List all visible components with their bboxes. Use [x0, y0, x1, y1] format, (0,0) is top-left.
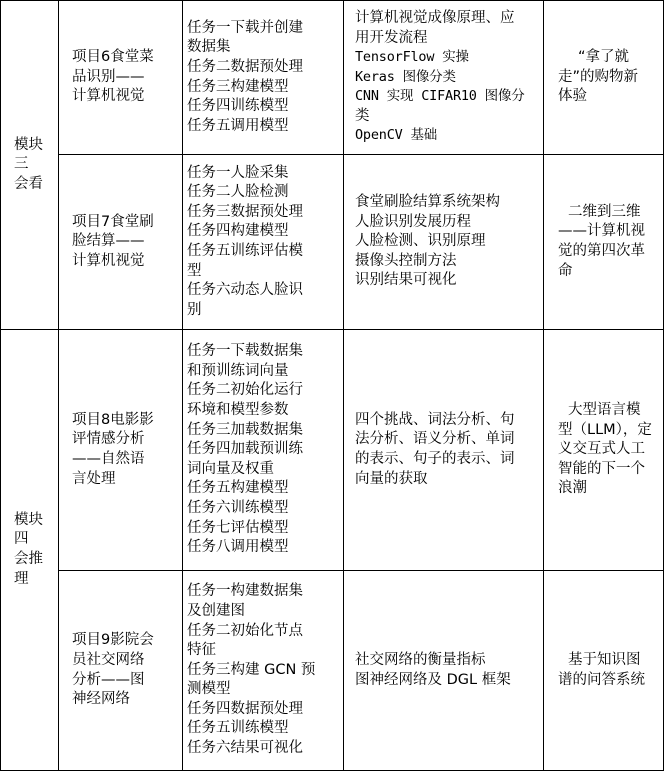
tasks-cell: [183, 155, 344, 330]
task-line: 任务三加载数据集: [187, 421, 303, 438]
project-cell: [59, 330, 183, 571]
content-line: 食堂刷脸结算系统架构: [355, 194, 500, 211]
project-cell: [59, 1, 183, 155]
extension-line: 义交互式人工: [558, 441, 645, 458]
extension-cell: [544, 155, 664, 330]
task-line: 任务三数据预处理: [187, 203, 303, 220]
content-line: 人脸识别发展历程: [355, 213, 471, 230]
content-line: 摄像头控制方法: [355, 252, 457, 269]
task-line: 任务三构建模型: [187, 78, 289, 95]
task-line: 测模型: [187, 681, 231, 698]
task-line: 任务五构建模型: [187, 480, 289, 497]
project-title-line: 言处理: [72, 470, 116, 487]
project-title-line: 项目7食堂刷: [72, 213, 154, 230]
project-title-line: 项目6食堂菜: [72, 49, 154, 66]
task-line: 任务六动态人脸识: [187, 282, 303, 299]
extension-cell: [544, 1, 664, 155]
project-title-line: 评情感分析: [72, 431, 145, 448]
extension-line: 谱的问答系统: [558, 671, 645, 688]
task-line: 别: [187, 301, 202, 318]
content-line: 四个挑战、词法分析、句: [355, 411, 515, 428]
project-title-line: 脸结算——: [72, 233, 145, 250]
tasks-cell: [183, 1, 344, 155]
task-line: 数据集: [187, 39, 231, 56]
content-line: 人脸检测、识别原理: [355, 233, 486, 250]
content-line: 的表示、句子的表示、词: [355, 451, 515, 467]
task-line: 任务四数据预处理: [187, 700, 303, 717]
extension-line: 大型语言模: [568, 402, 641, 419]
content-line: Keras 图像分类: [355, 68, 456, 85]
task-line: 任务二数据预处理: [187, 58, 303, 75]
project-cell: [59, 155, 183, 330]
task-line: 词向量及权重: [187, 460, 274, 477]
task-line: 任务二初始化运行: [187, 382, 303, 399]
extension-line: 二维到三维: [568, 203, 641, 220]
content-line: TensorFlow 实操: [355, 49, 469, 66]
task-line: 任务二人脸检测: [187, 184, 289, 201]
task-line: 任务五训练模型: [187, 720, 289, 737]
task-line: 任务一人脸采集: [187, 164, 289, 181]
project-title-line: 计算机视觉: [72, 252, 145, 269]
project-title-line: ——自然语: [72, 451, 145, 467]
extension-cell: [544, 571, 664, 771]
content-line: 社交网络的衡量指标: [355, 651, 486, 668]
content-line: OpenCV 基础: [355, 127, 438, 144]
table-row: [1, 155, 664, 330]
module-name-line: 会推: [14, 551, 43, 567]
task-line: 环境和模型参数: [187, 402, 289, 419]
extension-line: 命: [558, 262, 573, 279]
module-name-line: 四: [14, 531, 29, 548]
module-name-line: 模块: [14, 136, 43, 153]
task-line: 任务四构建模型: [187, 223, 289, 240]
task-line: 型: [187, 262, 202, 279]
content-line: CNN 实现 CIFAR10 图像分: [355, 88, 525, 105]
extension-line: 体验: [558, 88, 587, 105]
extension-line: 浪潮: [558, 480, 587, 497]
task-line: 任务六训练模型: [187, 499, 289, 516]
project-title-line: 计算机视觉: [72, 88, 145, 105]
tasks-cell: [183, 330, 344, 571]
content-cell: [344, 1, 544, 155]
tasks-cell: [183, 571, 344, 771]
task-line: 任务一下载并创建: [187, 19, 303, 36]
task-line: 任务六结果可视化: [187, 740, 303, 757]
project-title-line: 神经网络: [72, 691, 130, 708]
extension-line: 走”的购物新: [558, 68, 639, 85]
content-line: 类: [355, 107, 370, 124]
table-row: [1, 1, 664, 155]
content-cell: [344, 571, 544, 771]
project-title-line: 品识别——: [72, 68, 145, 85]
extension-line: 智能的下一个: [558, 460, 645, 477]
content-cell: [344, 330, 544, 571]
content-cell: [344, 155, 544, 330]
module-cell: [1, 1, 59, 330]
module-cell: [1, 330, 59, 771]
extension-line: 型（LLM），定: [558, 421, 652, 438]
content-line: 计算机视觉成像原理、应: [355, 9, 515, 26]
table-row: [1, 330, 664, 571]
task-line: 任务八调用模型: [187, 539, 289, 556]
task-line: 任务四训练模型: [187, 98, 289, 115]
table-row: [1, 571, 664, 771]
task-line: 任务二初始化节点: [187, 622, 303, 639]
task-line: 及创建图: [187, 602, 245, 619]
content-line: 识别结果可视化: [355, 272, 457, 289]
task-line: 任务一构建数据集: [187, 583, 303, 600]
project-cell: [59, 571, 183, 771]
content-line: 用开发流程: [355, 29, 428, 46]
content-line: 向量的获取: [355, 470, 428, 487]
task-line: 和预训练词向量: [187, 362, 289, 379]
task-line: 任务五训练评估模: [187, 243, 303, 259]
task-line: 任务七评估模型: [187, 519, 289, 536]
project-title-line: 项目8电影影: [72, 411, 154, 428]
extension-line: 基于知识图: [568, 651, 641, 668]
project-title-line: 员社交网络: [72, 651, 145, 668]
content-line: 法分析、语义分析、单词: [355, 431, 515, 448]
content-line: 图神经网络及 DGL 框架: [355, 671, 511, 688]
task-line: 任务一下载数据集: [187, 343, 303, 360]
extension-cell: [544, 330, 664, 571]
task-line: 特征: [187, 642, 216, 659]
project-title-line: 分析——图: [72, 671, 145, 688]
extension-line: ——计算机视: [558, 223, 645, 240]
project-title-line: 项目9影院会: [72, 632, 154, 649]
module-name-line: 模块: [14, 511, 43, 528]
module-name-line: 理: [14, 570, 29, 587]
module-name-line: 三: [14, 156, 29, 173]
task-line: 任务三构建 GCN 预: [187, 661, 316, 678]
task-line: 任务四加载预训练: [187, 441, 303, 458]
task-line: 任务五调用模型: [187, 117, 289, 134]
extension-line: “拿了就: [578, 49, 630, 66]
extension-line: 觉的第四次革: [558, 243, 645, 259]
module-name-line: 会看: [14, 175, 43, 192]
